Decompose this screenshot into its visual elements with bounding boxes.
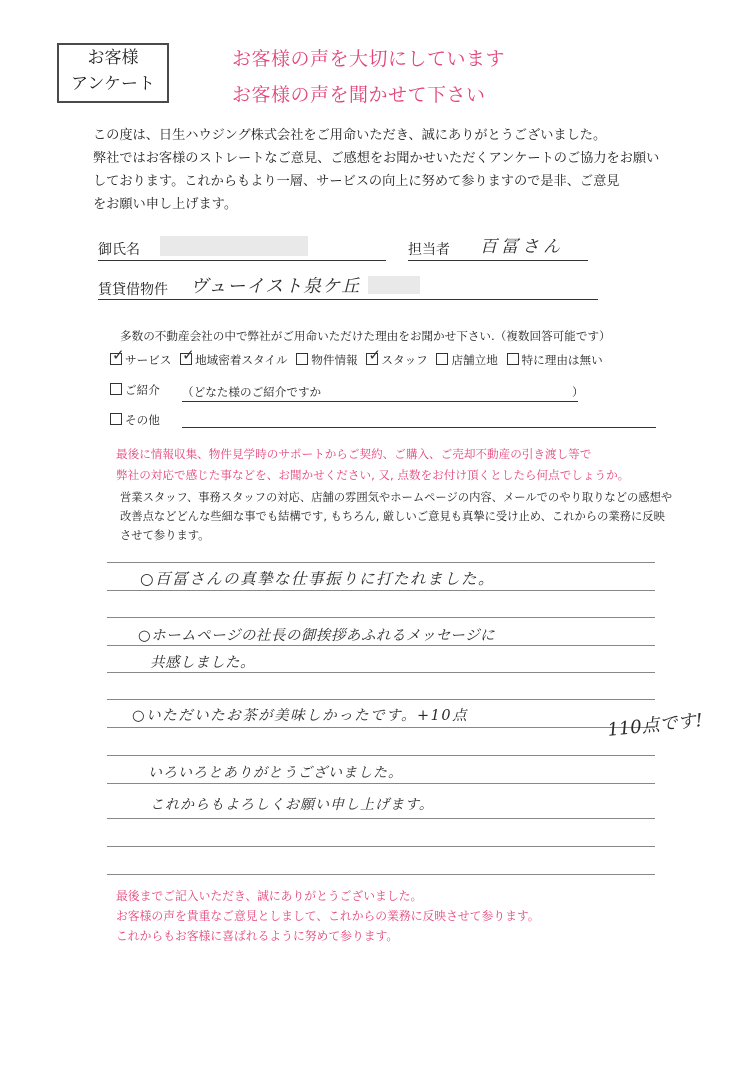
other-underline	[182, 427, 656, 428]
option-label: 地域密着スタイル	[195, 353, 288, 367]
redacted-property	[368, 276, 420, 294]
question-feedback-detail	[120, 488, 672, 545]
checkbox-referral[interactable]	[110, 383, 122, 395]
answer-line	[107, 874, 655, 875]
option-location[interactable]	[436, 353, 497, 367]
checkbox-community[interactable]	[180, 346, 195, 365]
score-note: 110点です!	[606, 709, 704, 741]
checkbox-staff[interactable]	[366, 346, 381, 365]
footer-line: 最後までご記入いただき、誠にありがとうございました。	[116, 889, 423, 903]
detail-line: 営業スタッフ、事務スタッフの対応、店舗の雰囲気やホームページの内容、メールでのやり取りなどの感想や	[120, 491, 673, 504]
detail-line: 改善点などどんな些細な事でも結構です, もちろん, 厳しいご意見も真摯に受け止め、これからの業務に反映	[120, 510, 665, 523]
question-feedback-line: 最後に情報収集、物件見学時のサポートからご契約、ご購入、ご売却不動産の引き渡し等で	[116, 447, 592, 461]
question-feedback	[116, 444, 629, 486]
headline-1: お客様の声を大切にしています	[232, 48, 506, 70]
answer-line	[107, 846, 655, 847]
referral-underline	[182, 401, 578, 402]
property-value: ヴューイスト泉ケ丘	[190, 276, 361, 297]
option-no-reason[interactable]	[507, 353, 603, 367]
option-label: 店舗立地	[451, 353, 498, 367]
checkbox-other[interactable]	[110, 413, 122, 425]
answer-line	[107, 590, 655, 591]
referral-close: ）	[572, 385, 584, 399]
answer-line	[107, 645, 655, 646]
option-label: 物件情報	[311, 353, 358, 367]
other-label: その他	[125, 413, 160, 427]
headline-2: お客様の声を聞かせて下さい	[232, 84, 486, 106]
option-community[interactable]	[180, 346, 288, 367]
option-service[interactable]	[110, 346, 172, 367]
staff-label: 担当者	[408, 242, 450, 258]
survey-title-box	[57, 43, 169, 103]
footer-line: お客様の声を貴重なご意見としまして、これからの業務に反映させて参ります。	[116, 909, 540, 923]
intro-line: しております。これからもより一層、サービスの向上に努めて参りますので是非、ご意見	[93, 174, 620, 189]
question-reason: 多数の不動産会社の中で弊社がご用命いただけた理由をお聞かせ下さい.（複数回答可能です）	[120, 329, 611, 343]
reason-options	[110, 346, 608, 368]
detail-line: させて参ります。	[120, 529, 210, 542]
answer-text: ○いただいたお茶が美味しかったです。+10点	[132, 708, 469, 724]
answer-text: いろいろとありがとうございました。	[148, 765, 403, 781]
property-underline	[98, 299, 598, 300]
redacted-name	[160, 236, 308, 256]
staff-value: 百冨さん	[480, 237, 564, 257]
answer-line	[107, 699, 655, 700]
option-label: スタッフ	[381, 353, 428, 367]
question-feedback-line: 弊社の対応で感じた事などを、お聞かせください, 又, 点数をお付け頂くとしたら何点でしょうか。	[116, 468, 630, 482]
checkmark-icon: ✓	[112, 346, 125, 364]
answer-line	[107, 727, 655, 728]
answer-line	[107, 755, 655, 756]
option-staff[interactable]	[366, 346, 428, 367]
name-label: 御氏名	[98, 242, 140, 258]
checkbox-service[interactable]	[110, 346, 125, 365]
intro-line: 弊社ではお客様のストレートなご意見、ご感想をお聞かせいただくアンケートのご協力をお願い	[93, 151, 660, 166]
checkmark-icon: ✓	[368, 346, 381, 364]
answer-text: ○百冨さんの真摯な仕事振りに打たれました。	[140, 570, 496, 588]
answer-line	[107, 672, 655, 673]
footer-line: これからもお客様に喜ばれるように努めて参ります。	[116, 929, 399, 943]
option-property-info[interactable]	[296, 353, 357, 367]
footer-thanks	[116, 886, 540, 946]
staff-underline	[408, 260, 588, 261]
option-label: 特に理由は無い	[521, 353, 603, 367]
checkbox-property-info[interactable]	[296, 353, 308, 365]
referral-label: ご紹介	[125, 383, 160, 397]
checkbox-no-reason[interactable]	[507, 353, 519, 365]
answer-line	[107, 562, 655, 563]
answer-line	[107, 818, 655, 819]
checkmark-icon: ✓	[182, 346, 195, 364]
survey-title-line1: お客様	[87, 48, 139, 68]
referral-row	[110, 382, 160, 398]
name-underline	[98, 260, 386, 261]
answer-line	[107, 617, 655, 618]
answer-text: 共感しました。	[150, 655, 255, 671]
checkbox-location[interactable]	[436, 353, 448, 365]
answer-line	[107, 783, 655, 784]
intro-line: をお願い申し上げます。	[93, 197, 238, 212]
intro-paragraph	[93, 124, 703, 216]
answer-text: ○ホームページの社長の御挨拶あふれるメッセージに	[138, 628, 495, 644]
intro-line: この度は、日生ハウジング株式会社をご用命いただき、誠にありがとうございました。	[93, 128, 607, 143]
option-label: サービス	[125, 353, 172, 367]
other-row	[110, 412, 160, 428]
referral-prompt: （どなた様のご紹介ですか	[182, 385, 322, 399]
survey-title-line2: アンケート	[71, 74, 155, 94]
property-label: 賃貸借物件	[98, 282, 168, 298]
answer-text: これからもよろしくお願い申し上げます。	[150, 797, 434, 813]
